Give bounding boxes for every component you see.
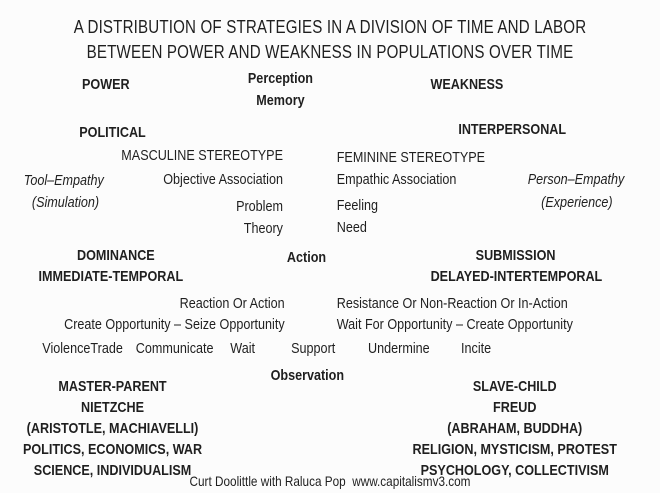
weakness-label: WEAKNESS bbox=[430, 76, 504, 93]
theory-label: Theory bbox=[243, 220, 283, 237]
wait-create-strategy-label: Wait For Opportunity – Create Opportunity bbox=[336, 316, 573, 333]
feminine-stereotype-heading: FEMININE STEREOTYPE bbox=[336, 149, 486, 166]
tactic-incite: Incite bbox=[461, 340, 492, 357]
immediate-temporal-label: IMMEDIATE-TEMPORAL bbox=[38, 268, 184, 285]
aristotle-machiavelli-label: (ARISTOTLE, MACHIAVELLI) bbox=[26, 420, 199, 437]
master-parent-label: MASTER-PARENT bbox=[58, 378, 167, 395]
dominance-label: DOMINANCE bbox=[77, 247, 155, 264]
political-label: POLITICAL bbox=[79, 124, 146, 141]
objective-association-label: Objective Association bbox=[163, 171, 283, 188]
freud-label: FREUD bbox=[493, 399, 537, 416]
tactic-undermine: Undermine bbox=[368, 340, 430, 357]
tool-empathy-label: Tool–Empathy bbox=[23, 172, 104, 189]
action-label: Action bbox=[286, 249, 327, 266]
person-empathy-label: Person–Empathy bbox=[527, 171, 625, 188]
tactic-trade: Trade bbox=[90, 340, 123, 357]
memory-label: Memory bbox=[256, 92, 305, 109]
delayed-intertemporal-label: DELAYED-INTERTEMPORAL bbox=[430, 268, 603, 285]
politics-economics-war-label: POLITICS, ECONOMICS, WAR bbox=[22, 441, 203, 458]
experience-label: (Experience) bbox=[541, 194, 613, 211]
need-label: Need bbox=[336, 219, 367, 236]
create-seize-strategy-label: Create Opportunity – Seize Opportunity bbox=[64, 316, 285, 333]
tactic-communicate: Communicate bbox=[135, 340, 214, 357]
empathic-association-label: Empathic Association bbox=[336, 171, 457, 188]
slave-child-label: SLAVE-CHILD bbox=[472, 378, 557, 395]
feeling-label: Feeling bbox=[336, 197, 379, 214]
tactic-violence: Violence bbox=[42, 340, 91, 357]
interpersonal-label: INTERPERSONAL bbox=[458, 121, 567, 138]
science-individualism-label: SCIENCE, INDIVIDUALISM bbox=[33, 462, 192, 479]
religion-mysticism-protest-label: RELIGION, MYSTICISM, PROTEST bbox=[412, 441, 617, 458]
tactic-support: Support bbox=[291, 340, 336, 357]
problem-label: Problem bbox=[236, 198, 283, 215]
reaction-strategy-label: Reaction Or Action bbox=[179, 295, 285, 312]
nietzche-label: NIETZCHE bbox=[81, 399, 145, 416]
slide-title-line1: A DISTRIBUTION OF STRATEGIES IN A DIVISION OF TIME AND LABOR bbox=[73, 17, 587, 37]
masculine-stereotype-heading: MASCULINE STEREOTYPE bbox=[121, 147, 283, 164]
tactic-wait: Wait bbox=[230, 340, 256, 357]
psychology-collectivism-label: PSYCHOLOGY, COLLECTIVISM bbox=[420, 462, 609, 479]
simulation-label: (Simulation) bbox=[31, 194, 100, 211]
credit-line: Curt Doolittle with Raluca Pop www.capitalismv3.com bbox=[189, 473, 471, 489]
submission-label: SUBMISSION bbox=[475, 247, 556, 264]
abraham-buddha-label: (ABRAHAM, BUDDHA) bbox=[447, 420, 583, 437]
observation-label: Observation bbox=[270, 367, 345, 384]
power-label: POWER bbox=[82, 76, 130, 93]
perception-label: Perception bbox=[247, 70, 314, 87]
resistance-strategy-label: Resistance Or Non-Reaction Or In-Action bbox=[336, 295, 568, 312]
slide-title-line2: BETWEEN POWER AND WEAKNESS IN POPULATIONS OVER TIME bbox=[86, 42, 574, 62]
